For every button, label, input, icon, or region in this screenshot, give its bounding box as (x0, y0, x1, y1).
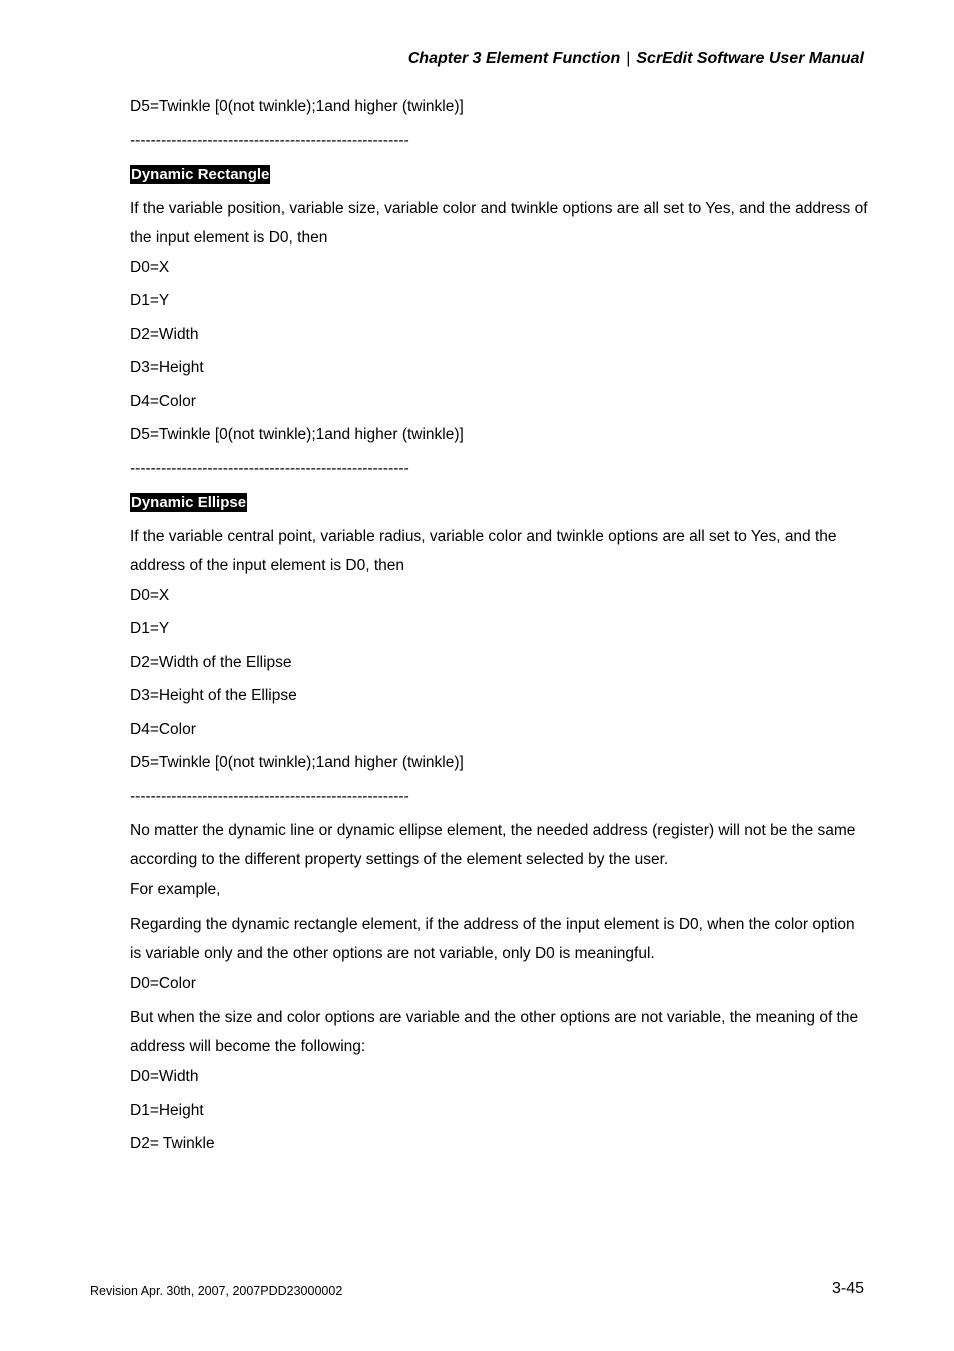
text-line: D5=Twinkle [0(not twinkle);1and higher (twinkle)] (130, 98, 464, 115)
divider-line: ------------------------------------------------------ (130, 787, 409, 805)
text-line: D3=Height of the Ellipse (130, 687, 297, 704)
section-heading-wrap (130, 491, 870, 513)
text-line: D2=Width (130, 325, 199, 343)
chapter-title: Chapter 3 Element Function (407, 50, 621, 67)
text-line: D0=X (130, 586, 170, 604)
paragraph: No matter the dynamic line or dynamic ellipse element, the needed address (register) will not be the same according to the different property settings of the element selected by the user. (130, 822, 856, 868)
text-line: For example, (130, 881, 221, 898)
paragraph: If the variable position, variable size, variable color and twinkle options are all set to Yes, and the address of the input element is D0, then (130, 199, 868, 246)
paragraph: But when the size and color options are variable and the other options are not variable, the meaning of the address will become the following: (130, 1009, 859, 1055)
divider-line: ------------------------------------------------------ (130, 131, 409, 149)
text-line: D0=X (130, 258, 170, 276)
manual-title: ScrEdit Software User Manual (636, 50, 864, 67)
page-header (408, 50, 864, 68)
paragraph: Regarding the dynamic rectangle element, if the address of the input element is D0, when the color option is variable only and the other options are not variable, only D0 is meaningful. (130, 915, 855, 962)
divider-line: ------------------------------------------------------ (130, 459, 409, 477)
text-line: D2=Width of the Ellipse (130, 653, 292, 671)
page-content (130, 96, 870, 1167)
section-heading-wrap (130, 163, 870, 185)
paragraph: If the variable central point, variable radius, variable color and twinkle options are all set to Yes, and the address of the input element is D0, then (130, 527, 837, 574)
text-line: D0=Width (130, 1068, 199, 1085)
text-line: D2= Twinkle (130, 1135, 215, 1152)
text-line: D4=Color (130, 720, 196, 738)
section-heading: Dynamic Ellipse (131, 493, 247, 511)
footer-revision: Revision Apr. 30th, 2007, 2007PDD23000002 (90, 1284, 343, 1298)
text-line: D5=Twinkle [0(not twinkle);1and higher (twinkle)] (130, 426, 464, 443)
text-line: D1=Y (130, 620, 170, 637)
text-line: D1=Y (130, 292, 170, 309)
text-line: D0=Color (130, 974, 196, 992)
header-separator: | (626, 50, 631, 67)
text-line: D5=Twinkle [0(not twinkle);1and higher (twinkle)] (130, 754, 464, 771)
section-heading: Dynamic Rectangle (131, 165, 270, 183)
text-line: D3=Height (130, 359, 204, 376)
text-line: D4=Color (130, 392, 196, 410)
text-line: D1=Height (130, 1101, 204, 1119)
page-number: 3-45 (831, 1280, 864, 1297)
